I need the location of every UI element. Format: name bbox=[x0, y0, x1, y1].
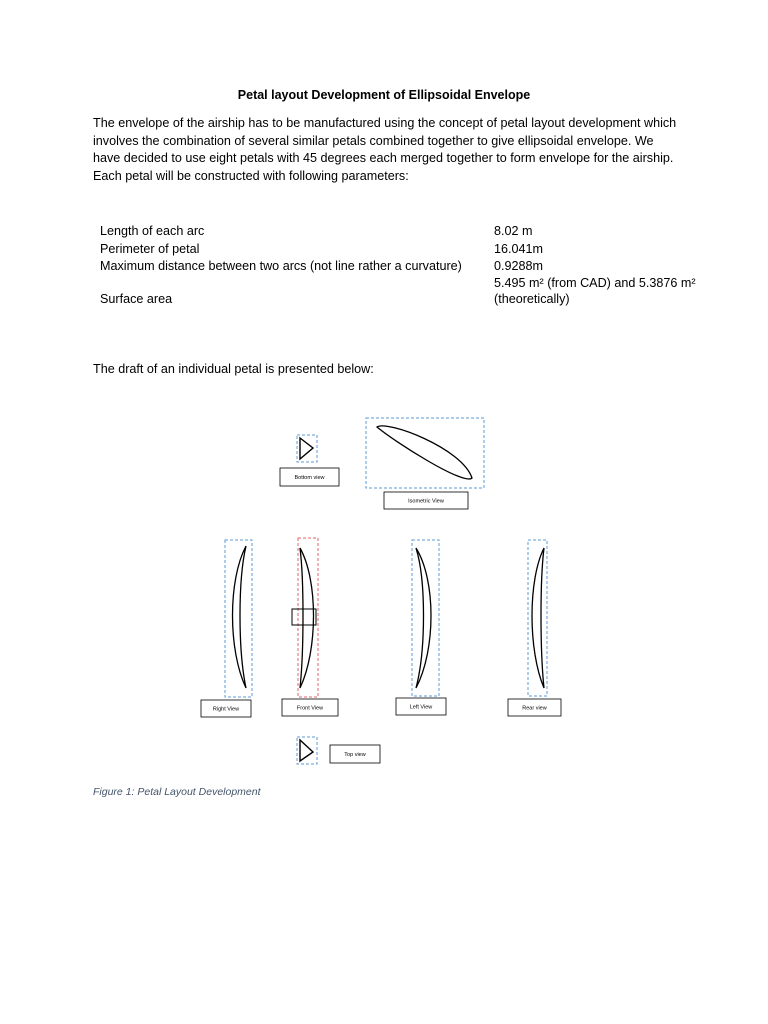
param-value-max-distance: 0.9288m bbox=[494, 259, 544, 273]
param-label-arc-length: Length of each arc bbox=[100, 224, 205, 238]
top-view-petal-shape bbox=[300, 740, 313, 761]
param-value-arc-length: 8.02 m bbox=[494, 224, 533, 238]
rear-view-petal-shape bbox=[532, 548, 544, 688]
param-label-max-distance: Maximum distance between two arcs (not line rather a curvature) bbox=[100, 259, 462, 273]
bottom-view-petal-shape bbox=[300, 438, 313, 459]
figure-caption: Figure 1: Petal Layout Development bbox=[93, 786, 261, 798]
param-value-perimeter: 16.041m bbox=[494, 242, 544, 256]
intro-paragraph: The envelope of the airship has to be manufactured using the concept of petal layout development which involves the combination of several similar petals combined together to give ellipsoidal envelope. We have decided to use eight petals with 45 degrees each merged together to form envelope for the airship. Each petal will be constructed with following parameters: bbox=[93, 116, 677, 183]
param-label-perimeter: Perimeter of petal bbox=[100, 242, 200, 256]
left-view-label: Left View bbox=[409, 704, 433, 711]
front-view-section-box bbox=[292, 609, 316, 625]
right-view-petal-shape bbox=[233, 546, 247, 688]
left-view-frame bbox=[412, 540, 439, 696]
right-view-label: Right View bbox=[212, 706, 240, 713]
bottom-view-label: Bottom view bbox=[294, 475, 325, 481]
rear-view-label: Rear view bbox=[522, 705, 547, 712]
isometric-view-label: Isometric View bbox=[408, 498, 444, 505]
param-value-surface-area-line1: 5.495 m² (from CAD) and 5.3876 m² bbox=[494, 276, 696, 290]
param-value-surface-area-line2: (theoretically) bbox=[494, 292, 570, 306]
isometric-view-frame bbox=[366, 418, 484, 488]
page-title: Petal layout Development of Ellipsoidal Envelope bbox=[237, 88, 531, 102]
petal-drawing-figure bbox=[190, 400, 600, 780]
draft-intro: The draft of an individual petal is presented below: bbox=[93, 362, 374, 376]
isometric-view-petal-shape bbox=[377, 426, 472, 479]
front-view-label: Front View bbox=[296, 705, 324, 712]
top-view-label: Top view bbox=[344, 752, 366, 758]
param-label-surface-area: Surface area bbox=[100, 292, 173, 306]
left-view-petal-shape bbox=[416, 548, 431, 688]
front-view-petal-shape bbox=[300, 548, 314, 688]
